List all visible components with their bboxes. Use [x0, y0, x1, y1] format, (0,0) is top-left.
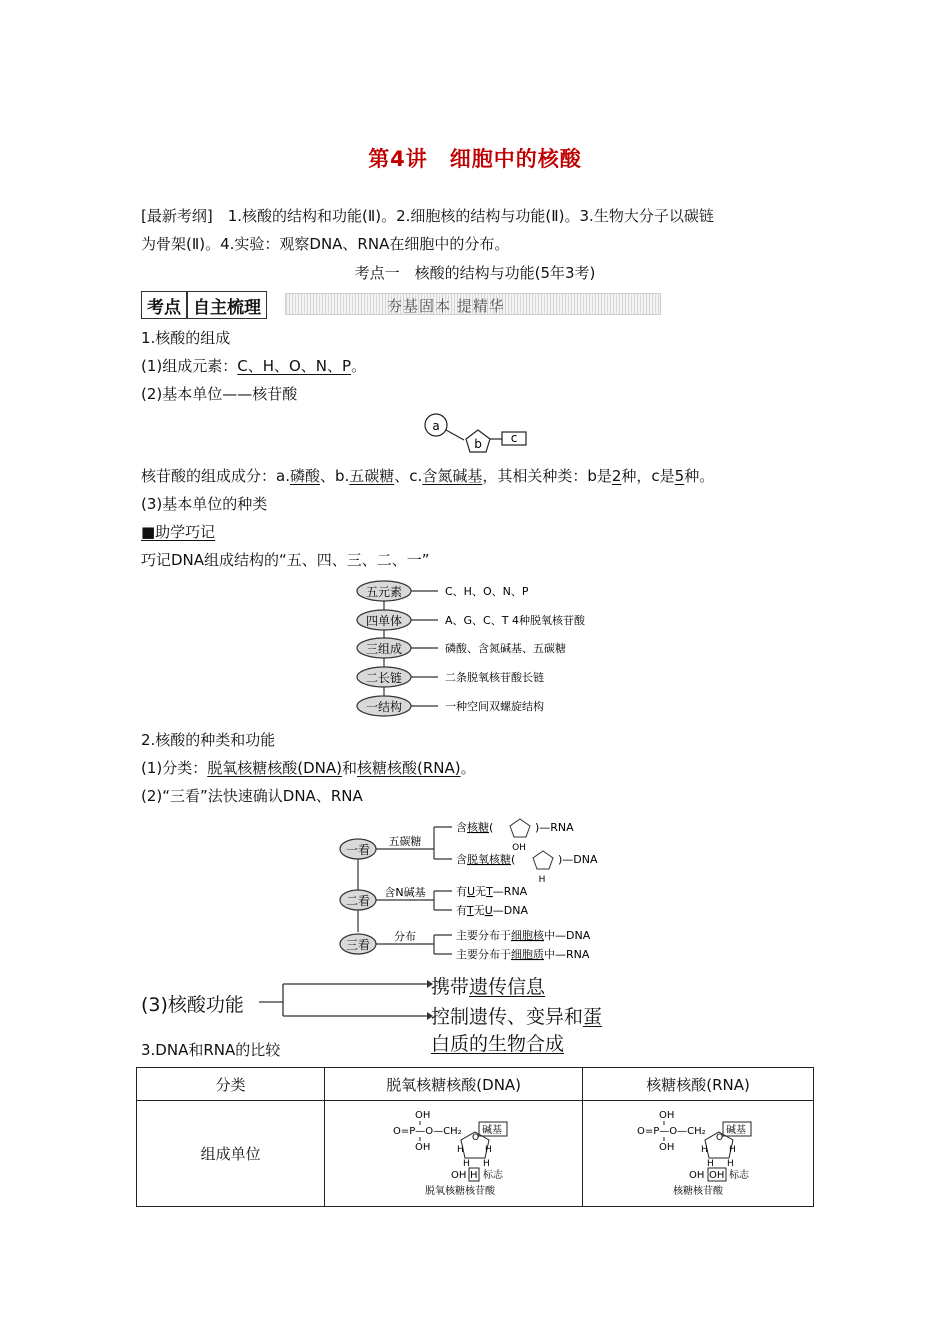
look-row-6: 主要分布于细胞质中—RNA [456, 948, 590, 961]
table-header: 脱氧核糖核酸(DNA) [325, 1068, 583, 1101]
look-row-3: 有U无T—RNA [456, 885, 528, 898]
s1-components: 核苷酸的组成成分：a.磷酸、b.五碳糖、c.含氮碱基，其相关种类：b是2种，c是5种。 [141, 467, 715, 485]
look-row-2: 含脱氧核糖( [456, 853, 516, 866]
section-title: 考点一 核酸的结构与功能(5年3考) [354, 264, 596, 282]
memo-desc: 二条脱氧核苷酸长链 [445, 671, 544, 684]
svg-text:O: O [716, 1132, 724, 1143]
svg-text:H: H [484, 1144, 492, 1155]
memo-desc: C、H、O、N、P [445, 585, 529, 598]
look2: 二看 [345, 894, 371, 908]
comparison-table [136, 1067, 814, 1207]
svg-text:OH: OH [414, 1109, 431, 1121]
svg-text:OH: OH [450, 1169, 467, 1181]
svg-text:O: O [471, 1132, 479, 1143]
look-row-1-end: )—RNA [535, 821, 574, 834]
memo-row [357, 696, 544, 716]
function-item-2: 控制遗传、变异和蛋白质的生物合成 [431, 1006, 603, 1055]
svg-text:H: H [462, 1158, 470, 1169]
label-a: a [432, 419, 440, 433]
dna-caption: 脱氧核糖核苷酸 [424, 1185, 495, 1197]
svg-text:OH: OH [659, 1141, 675, 1153]
dna-nucleotide-structure [379, 1104, 529, 1200]
s2-classification: (1)分类：脱氧核糖核酸(DNA)和核糖核酸(RNA)。 [141, 759, 476, 777]
memo-desc: A、G、C、T 4种脱氧核苷酸 [445, 614, 585, 627]
svg-text:碱基: 碱基 [481, 1124, 502, 1136]
label-c: c [510, 431, 518, 445]
rna-caption: 核糖核苷酸 [673, 1185, 724, 1197]
s2-heading: 2.核酸的种类和功能 [141, 731, 276, 749]
svg-text:碱基: 碱基 [726, 1124, 747, 1136]
memo-key: 五元素 [365, 585, 403, 599]
s1-unit: (2)基本单位——核苷酸 [141, 385, 298, 403]
svg-text:H: H [482, 1158, 490, 1169]
table-header: 分类 [137, 1068, 325, 1101]
intro-line-1: [最新考纲] 1.核酸的结构和功能(Ⅱ)。2.细胞核的结构与功能(Ⅱ)。3.生物大分子以碳链 [141, 207, 714, 225]
memo-key: 一结构 [365, 700, 403, 714]
svg-text:OH: OH [709, 1169, 725, 1181]
table-header: 核糖核酸(RNA) [583, 1068, 814, 1101]
banner-tag-1: 考点 [147, 297, 181, 318]
look-row-4: 有T无U—DNA [456, 904, 529, 917]
svg-text:标志: 标志 [729, 1169, 750, 1181]
h-label: H [538, 875, 546, 885]
section-banner [141, 291, 521, 317]
banner-tag-2: 自主梳理 [193, 297, 261, 318]
look-row-1: 含核糖( [456, 821, 494, 834]
rna-nucleotide-structure [623, 1104, 773, 1200]
memo-diagram [350, 578, 630, 722]
s2-three-look: (2)“三看”法快速确认DNA、RNA [141, 787, 363, 805]
svg-text:标志: 标志 [482, 1169, 503, 1181]
svg-text:O=P—O—CH₂: O=P—O—CH₂ [637, 1125, 706, 1137]
tip-heading: ■助学巧记 [141, 523, 216, 541]
svg-text:H: H [727, 1158, 734, 1169]
svg-text:O=P—O—CH₂: O=P—O—CH₂ [392, 1125, 462, 1137]
table-row [137, 1101, 814, 1207]
memo-key: 二长链 [365, 671, 403, 685]
svg-text:H: H [707, 1158, 714, 1169]
elements-answer: C、H、O、N、P [237, 357, 352, 375]
svg-text:OH: OH [689, 1169, 705, 1181]
intro-line-2: 为骨架(Ⅱ)。4.实验：观察DNA、RNA在细胞中的分布。 [141, 235, 510, 253]
s1-elements: (1)组成元素：C、H、O、N、P。 [141, 357, 367, 375]
look-label-2: 含N碱基 [384, 886, 426, 899]
three-look-diagram [338, 812, 628, 972]
function-label: (3)核酸功能 [141, 994, 244, 1016]
table-cell-dna [325, 1101, 583, 1207]
s1-heading: 1.核酸的组成 [141, 329, 231, 347]
s3-heading: 3.DNA和RNA的比较 [141, 1041, 281, 1059]
nucleotide-diagram [420, 410, 540, 460]
s1-kinds: (3)基本单位的种类 [141, 495, 268, 513]
svg-text:OH: OH [659, 1109, 675, 1121]
svg-text:H: H [469, 1169, 478, 1181]
look-label-3: 分布 [394, 930, 416, 943]
memo-row [357, 610, 586, 630]
svg-text:H: H [456, 1144, 464, 1155]
label-b: b [474, 437, 482, 451]
table-header-row [137, 1068, 814, 1101]
banner-tag [141, 291, 267, 319]
memo-row [357, 638, 566, 658]
function-item-1: 携带遗传信息 [431, 976, 546, 998]
memo-row [357, 667, 544, 687]
look-label-1: 五碳糖 [388, 835, 422, 848]
banner-slogan: 夯基固本 提精华 [387, 297, 505, 315]
page-title: 第4讲 细胞中的核酸 [368, 147, 582, 171]
memo-desc: 磷酸、含氮碱基、五碳糖 [445, 642, 566, 655]
look1: 一看 [345, 843, 371, 857]
tip-text: 巧记DNA组成结构的“五、四、三、二、一” [141, 551, 430, 569]
look-row-5: 主要分布于细胞核中—DNA [456, 929, 591, 942]
memo-key: 四单体 [365, 614, 403, 628]
table-cell-rna [583, 1101, 814, 1207]
svg-text:H: H [701, 1144, 708, 1155]
table-cell: 组成单位 [137, 1101, 325, 1207]
svg-text:H: H [729, 1144, 736, 1155]
memo-desc: 一种空间双螺旋结构 [445, 700, 544, 713]
oh-label: OH [512, 843, 526, 853]
look3: 三看 [345, 938, 371, 952]
svg-text:OH: OH [414, 1141, 431, 1153]
look-row-2-end: )—DNA [558, 853, 598, 866]
memo-row [357, 581, 529, 601]
memo-key: 三组成 [365, 642, 403, 656]
